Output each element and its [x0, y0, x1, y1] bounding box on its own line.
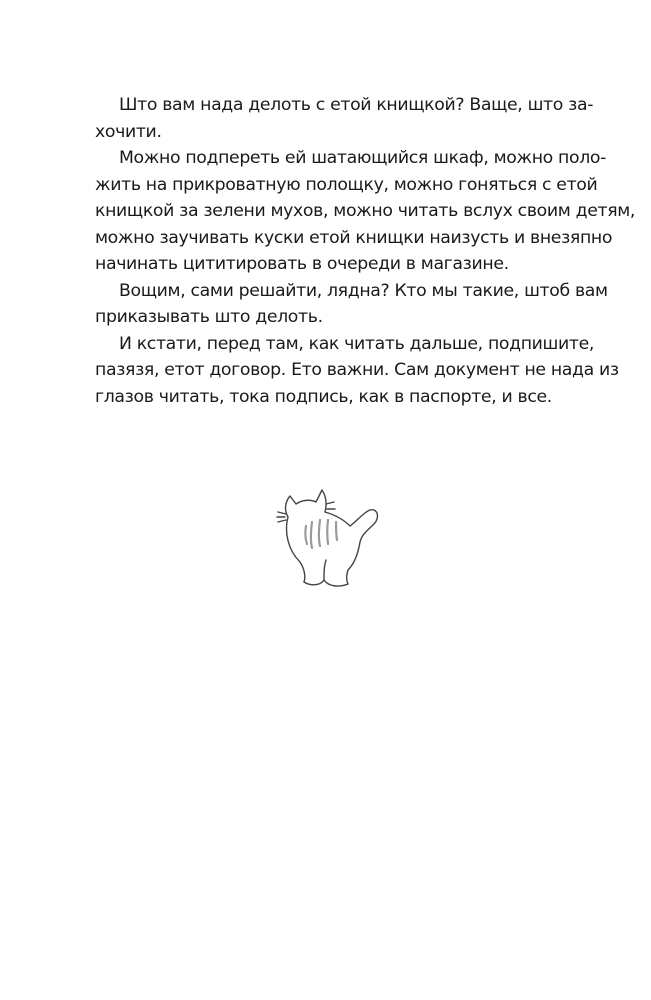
- paragraph-4-line-2: пазязя, етот договор. Ето важни. Сам документ не нада из: [95, 360, 619, 380]
- paragraph-1-line-1: Што вам нада делоть с етой книщкой? Ваще, што за-: [119, 95, 594, 115]
- paragraph-2-line-5: начинать цититировать в очереди в магазине.: [95, 254, 509, 274]
- paragraph-4-line-3: глазов читать, тока подпись, как в паспорте, и все.: [95, 386, 552, 407]
- paragraph-2-line-2: жить на прикроватную полощку, можно гоняться с етой: [95, 174, 598, 195]
- paragraph-2-line-3: книщкой за зелени мухов, можно читать вслух своим детям,: [95, 201, 636, 221]
- paragraph-3-line-1: Вощим, сами решайти, лядна? Кто мы такие, штоб вам: [119, 280, 608, 301]
- paragraph-3-line-2: приказывать што делоть.: [95, 307, 323, 327]
- paragraph-1-line-2: хочити.: [95, 121, 162, 142]
- cat-from-behind-icon: [266, 482, 386, 602]
- body-text: [95, 92, 636, 410]
- paragraph-2-line-4: можно заучивать куски етой книщки наизусть и внезяпно: [95, 227, 613, 248]
- paragraph-4-line-1: И кстати, перед там, как читать дальше, подпишите,: [119, 333, 595, 354]
- paragraph-2-line-1: Можно подпереть ей шатающийся шкаф, можно поло-: [119, 148, 607, 168]
